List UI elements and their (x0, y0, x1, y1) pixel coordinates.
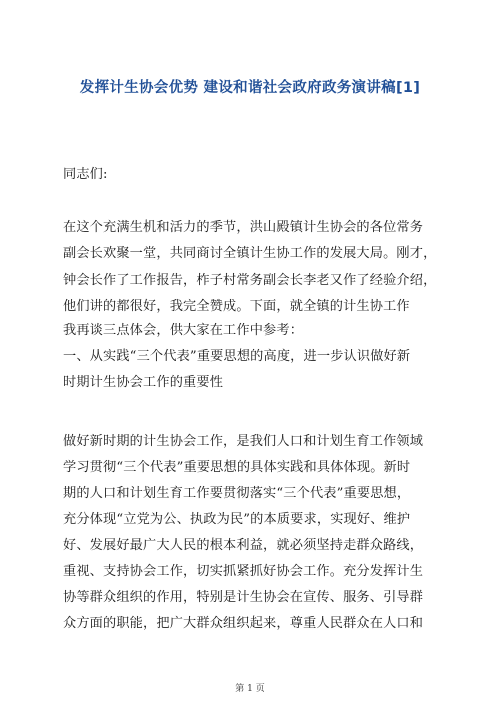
body-line: 众方面的职能，把广大群众组织起来，尊重人民群众在人口和 (63, 616, 424, 631)
body-line: 好、发展好最广大人民的根本利益，就必须坚持走群众路线， (63, 538, 424, 553)
body-line: 协等群众组织的作用，特别是计生协会在宣传、服务、引导群 (63, 590, 424, 605)
body-line: 做好新时期的计生协会工作，是我们人口和计划生育工作领域 (63, 434, 424, 449)
body-line: 我再谈三点体会，供大家在工作中参考： (63, 323, 304, 338)
body-line: 期的人口和计划生育工作要贯彻落实“三个代表”重要思想， (63, 486, 411, 501)
section-heading-line: 一、从实践“三个代表”重要思想的高度，进一步认识做好新 (63, 349, 411, 364)
body-line: 充分体现“立党为公、执政为民”的本质要求，实现好、维护 (63, 512, 411, 527)
body-line: 他们讲的都很好，我完全赞成。下面，就全镇的计生协工作 (63, 299, 410, 314)
section-heading-line: 时期计生协会工作的重要性 (63, 375, 224, 390)
body-line: 重视、支持协会工作，切实抓紧抓好协会工作。充分发挥计生 (63, 564, 424, 579)
document-title: 发挥计生协会优势 建设和谐社会政府政务演讲稿[1] (79, 80, 421, 96)
body-line: 副会长欢聚一堂，共同商讨全镇计生协工作的发展大局。刚才， (63, 246, 437, 261)
body-line: 在这个充满生机和活力的季节，洪山殿镇计生协会的各位常务 (63, 220, 424, 235)
salutation: 同志们: (63, 167, 108, 182)
body-line: 钟会长作了工作报告，柞子村常务副会长李老又作了经验介绍， (63, 273, 437, 288)
body-line: 学习贯彻“三个代表”重要思想的具体实践和具体体现。新时 (63, 460, 411, 475)
page-number: 第 1 页 (235, 684, 265, 694)
